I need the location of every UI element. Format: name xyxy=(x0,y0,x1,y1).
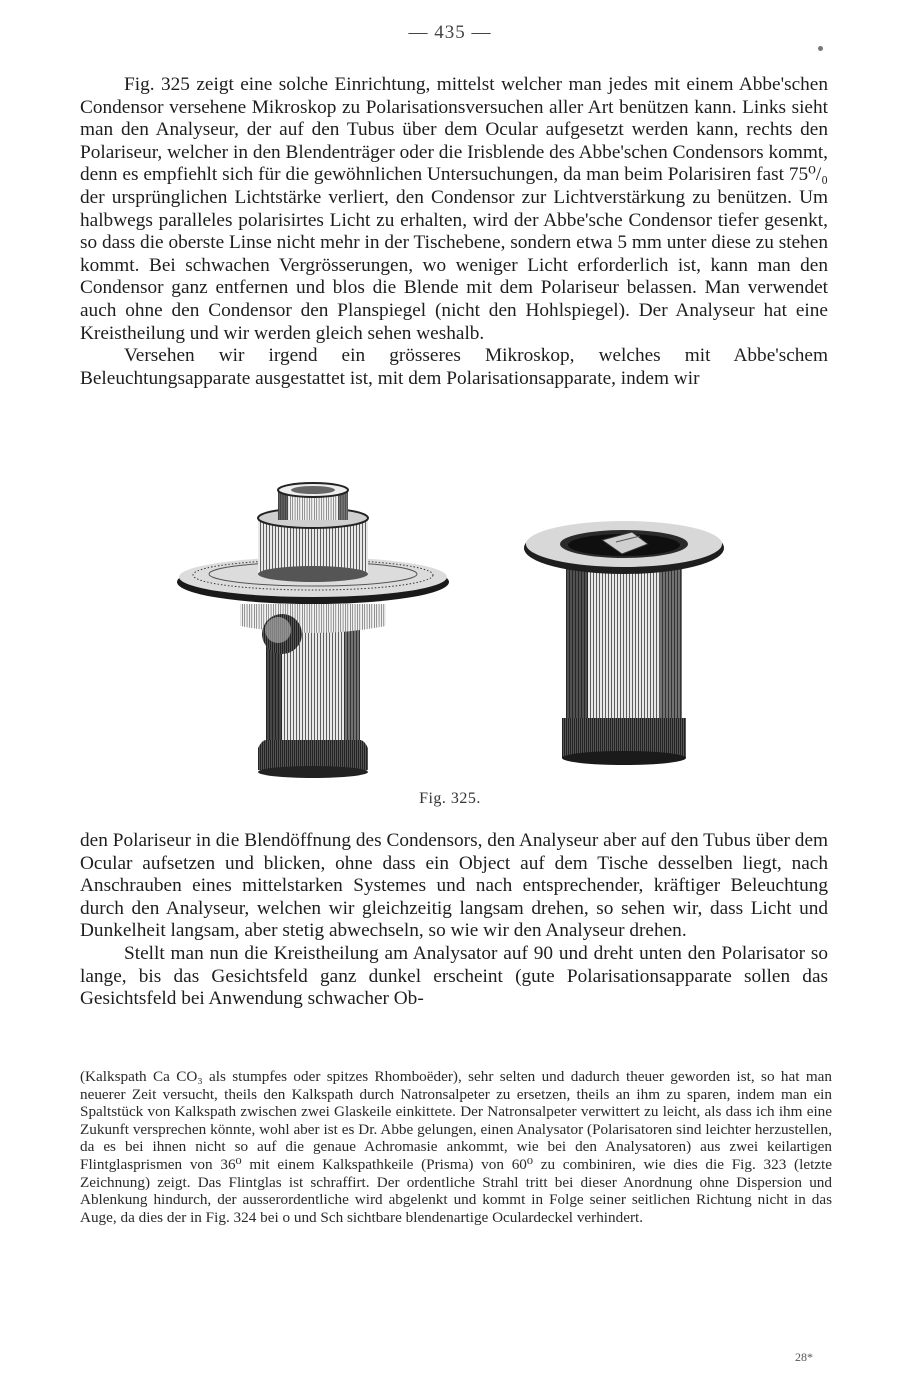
figure-caption: Fig. 325. xyxy=(419,790,481,807)
footnote-block xyxy=(80,1068,832,1226)
footnote-text: (Kalkspath Ca CO₃ als stumpfes oder spitzes Rhomboëder), sehr selten und dadurch theuer geworden ist, so hat man neuerer Zeit versucht, theils den Kalkspath durch Natronsalpeter zu ersetzen, theils an ihm zu sparen, indem man ein Spaltstück von Kalkspath zwischen zwei Glaskeile einkittete. Der Natronsalpeter verwittert zu leicht, als dass ich ihm eine Zukunft versprechen könnte, wohl aber ist es Dr. Abbe gelungen, einen Analysator (Polarisatoren sind leichter herzustellen, da es bei ihnen nicht so auf die genaue Achromasie ankommt, wie bei den Analysatoren) aus zwei keilartigen Flintglasprismen von 36⁰ mit einem Kalkspathkeile (Prisma) von 60⁰ zu combiniren, wie dies die Fig. 323 (letzte Zeichnung) zeigt. Das Flintglas ist schraffirt. Der ordentliche Strahl tritt bei dieser Anordnung ohne Dispersion und Ablenkung hindurch, der ausserordentliche wird abgelenkt und kommt in Folge seiner seitlichen Richtung nicht in das Auge, da dies der in Fig. 324 bei o und Sch sichtbare blendenartige Oculardeckel verhindert. xyxy=(80,1068,832,1226)
figure-polarisation-apparatus xyxy=(170,478,730,778)
page-number: — 435 — xyxy=(408,22,492,43)
body-text-bottom xyxy=(80,830,828,1011)
print-speck xyxy=(818,46,823,51)
paragraph-fig-325-description: Fig. 325 zeigt eine solche Einrichtung, mittelst welcher man jedes mit einem Abbe'schen Condensor versehene Mikroskop zu Polarisationsversuchen aller Art benützen kann. Links sieht man den Analyseur, der auf den Tubus über dem Ocular aufgesetzt werden kann, rechts den Polariseur, welcher in den Blendenträger oder die Irisblende des Abbe'schen Condensors kommt, denn es empfiehlt sich für die gewöhnlichen Untersuchungen, da man beim Polarisiren fast 75⁰/₀ der ursprünglichen Lichtstärke verliert, den Condensor zur Lichtverstärkung zu benützen. Um halbwegs paralleles polarisirtes Licht zu erhalten, wird der Abbe'sche Condensor tiefer gesenkt, so dass die oberste Linse nicht mehr in der Tischebene, sondern etwa 5 mm unter diese zu stehen kommt. Bei schwachen Vergrösserungen, wo weniger Licht erforderlich ist, kann man den Condensor ganz entfernen und blos die Blende mit dem Polariseur belassen. Man verwendet auch ohne den Condensor den Planspiegel (nicht den Hohlspiegel). Der Analyseur hat eine Kreistheilung und wir werden gleich sehen weshalb. xyxy=(80,74,828,344)
analyseur-drawing xyxy=(177,483,449,778)
body-text-top xyxy=(80,74,828,390)
paragraph-den-polariseur: den Polariseur in die Blendöffnung des Condensors, den Analyseur aber auf den Tubus über dem Ocular aufsetzen und blicken, ohne dass ein Object auf dem Tische desselben liegt, nach Anschrauben eines mittelstarken Systemes und nach entsprechender, kräftiger Beleuchtung durch den Analyseur, welchen wir gleichzeitig langsam drehen, so sehen wir, dass Licht und Dunkelheit langsam, aber stetig abwechseln, so wie wir den Analyseur drehen. xyxy=(80,830,828,942)
paragraph-versehen: Versehen wir irgend ein grösseres Mikroskop, welches mit Abbe'schem Beleuchtungsapparate ausgestattet ist, mit dem Polarisationsapparate, indem wir xyxy=(80,345,828,389)
polariseur-drawing xyxy=(524,521,724,765)
paragraph-stellt-man: Stellt man nun die Kreistheilung am Analysator auf 90 und dreht unten den Polarisator so lange, bis das Gesichtsfeld ganz dunkel erscheint (gute Polarisationsapparate sollen das Gesichtsfeld bei Anwendung schwacher Ob- xyxy=(80,942,828,1010)
printer-signature-mark: 28* xyxy=(795,1350,813,1364)
